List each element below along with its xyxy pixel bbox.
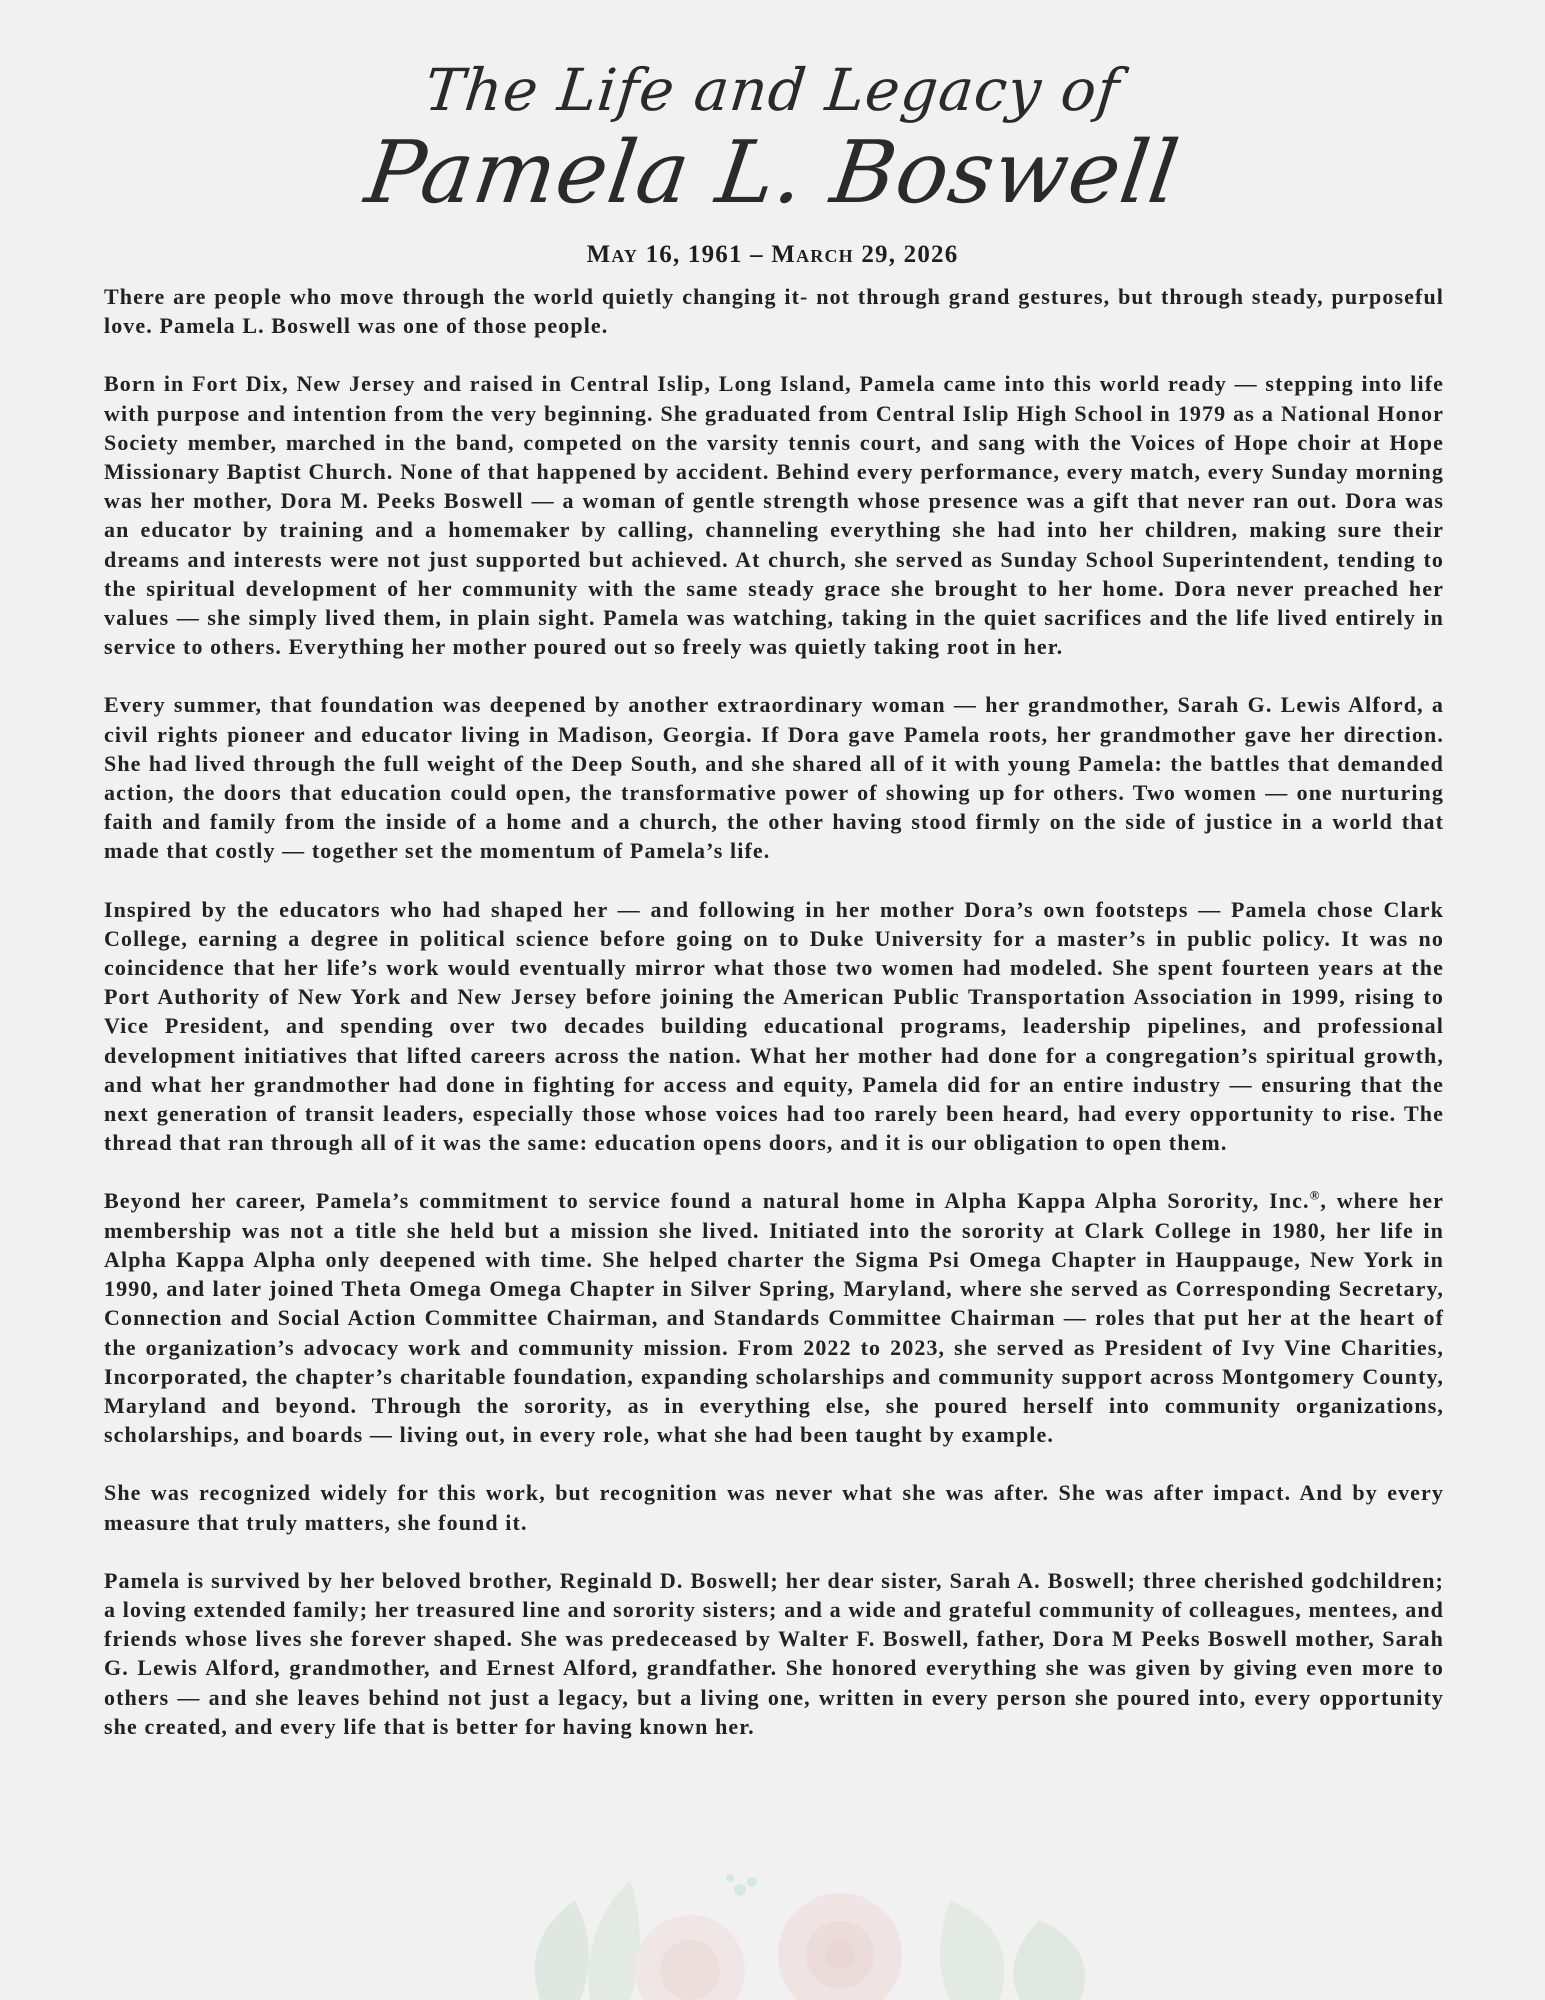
- obituary-body: [104, 282, 1444, 1770]
- paragraph-career: Inspired by the educators who had shaped her — and following in her mother Dora’s own footsteps — Pamela chose Clark College, earning a degree in political science before going on to Duke University for a master’s in public policy. It was no coincidence that her life’s work would eventually mirror what those two women had modeled. She spent fourteen years at the Port Authority of New York and New Jersey before joining the American Public Transportation Association in 1999, rising to Vice President, and spending over two decades building educational programs, leadership pipelines, and professional development initiatives that lifted careers across the nation. What her mother had done for a congregation’s spiritual growth, and what her grandmother had done in fighting for access and equity, Pamela did for an entire industry — ensuring that the next generation of transit leaders, especially those whose voices had too rarely been heard, had every opportunity to rise. The thread that ran through all of it was the same: education opens doors, and it is our obligation to open them.: [104, 896, 1444, 1156]
- floral-decoration-icon: [480, 1860, 1140, 2000]
- title-subheading: The Life and Legacy of: [421, 56, 1124, 124]
- paragraph-early-life: Born in Fort Dix, New Jersey and raised in Central Islip, Long Island, Pamela came into this world ready — stepping into life with purpose and intention from the very beginning. She graduated from Central Islip High School in 1979 as a National Honor Society member, marched in the band, competed on the varsity tennis court, and sang with the Voices of Hope choir at Hope Missionary Baptist Church. None of that happened by accident. Behind every performance, every match, every Sunday morning was her mother, Dora M. Peeks Boswell — a woman of gentle strength whose presence was a gift that never ran out. Dora was an educator by training and a homemaker by calling, channeling everything she had into her children, making sure their dreams and interests were not just supported but achieved. At church, she served as Sunday School Superintendent, tending to the spiritual development of her community with the same steady grace she brought to her home. Dora never preached her values — she simply lived them, in plain sight. Pamela was watching, taking in the quiet sacrifices and the life lived entirely in service to others. Everything her mother poured out so freely was quietly taking root in her.: [104, 371, 1444, 660]
- leaf-left: [535, 1900, 589, 2000]
- memorial-header: [0, 55, 1545, 269]
- title-name: Pamela L. Boswell: [359, 123, 1186, 223]
- paragraph-survived-by: Pamela is survived by her beloved brother, Reginald D. Boswell; her dear sister, Sarah A. Boswell; three cherished godchildren; a loving extended family; her treasured line and sorority sisters; and a wide and grateful community of colleagues, mentees, and friends whose lives she forever shaped. She was predeceased by Walter F. Boswell, father, Dora M Peeks Boswell mother, Sarah G. Lewis Alford, grandmother, and Ernest Alford, grandfather. She honored everything she was given by giving even more to others — and she leaves behind not just a legacy, but a living one, written in every person she poured into, every opportunity she created, and every life that is better for having known her.: [104, 1567, 1444, 1739]
- paragraph-grandmother: Every summer, that foundation was deepened by another extraordinary woman — her grandmother, Sarah G. Lewis Alford, a civil rights pioneer and educator living in Madison, Georgia. If Dora gave Pamela roots, her grandmother gave her direction. She had lived through the full weight of the Deep South, and she shared all of it with young Pamela: the battles that demanded action, the doors that education could open, the transformative power of showing up for others. Two women — one nurturing faith and family from the inside of a home and a church, the other having stood firmly on the side of justice in a world that made that costly — together set the momentum of Pamela’s life.: [104, 692, 1444, 864]
- sorority-text-end: , where her membership was not a title she held but a mission she lived. Initiated into the sorority at Clark College in 1980, her life in Alpha Kappa Alpha only deepened with time. She helped charter the Sigma Psi Omega Chapter in Hauppauge, New York in 1990, and later joined Theta Omega Omega Chapter in Silver Spring, Maryland, where she served as Corresponding Secretary, Connection and Social Action Committee Chairman, and Standards Committee Chairman — roles that put her at the heart of the organization’s advocacy work and community mission. From 2022 to 2023, she served as President of Ivy Vine Charities, Incorporated, the chapter’s charitable foundation, expanding scholarships and community support across Montgomery County, Maryland and beyond. Through the sorority, as in everything else, she poured herself into community organizations, scholarships, and boards — living out, in every role, what she had been taught by example.: [104, 1188, 1444, 1448]
- leaf-left-2: [588, 1880, 640, 2000]
- life-dates: May 16, 1961 – March 29, 2026: [586, 241, 959, 268]
- registered-mark: ®: [1309, 1188, 1321, 1204]
- leaf-right-2: [940, 1900, 1004, 2000]
- leaf-right: [1013, 1920, 1085, 2000]
- sorority-text-start: Beyond her career, Pamela’s commitment to service found a natural home in Alpha Kappa Alpha Sorority, Inc.: [104, 1188, 1310, 1214]
- paragraph-sorority: [104, 1186, 1444, 1449]
- paragraph-intro: There are people who move through the world quietly changing it- not through grand gestures, but through steady, purposeful love. Pamela L. Boswell was one of those people.: [104, 284, 1444, 339]
- paragraph-recognition: She was recognized widely for this work, but recognition was never what she was after. She was after impact. And by every measure that truly matters, she found it.: [104, 1480, 1444, 1535]
